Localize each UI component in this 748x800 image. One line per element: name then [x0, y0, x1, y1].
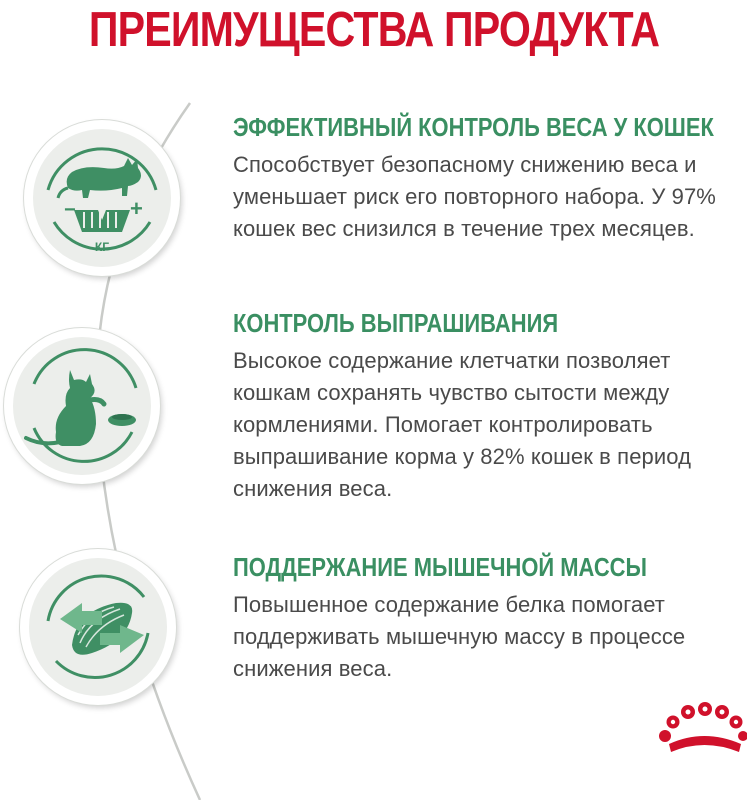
page-title: ПРЕИМУЩЕСТВА ПРОДУКТА	[88, 3, 660, 57]
cat-begging-bowl-icon	[4, 328, 160, 484]
cat-weight-scale-icon	[24, 120, 180, 276]
feature-title: ПОДДЕРЖАНИЕ МЫШЕЧНОЙ МАССЫ	[233, 554, 647, 582]
muscle-arrows-icon	[20, 549, 176, 705]
feature-title: ЭФФЕКТИВНЫЙ КОНТРОЛЬ ВЕСА У КОШЕК	[233, 114, 714, 142]
feature-muscle-mass	[233, 553, 743, 685]
kg-label: КГ	[94, 240, 110, 254]
royal-canin-crown-logo	[655, 700, 747, 758]
weight-control-badge	[24, 120, 180, 276]
muscle-mass-badge	[20, 549, 176, 705]
minus-sign-icon: −	[64, 199, 76, 221]
begging-control-badge	[4, 328, 160, 484]
feature-title: КОНТРОЛЬ ВЫПРАШИВАНИЯ	[233, 310, 559, 338]
feature-begging-control	[233, 309, 743, 505]
feature-description: Высокое содержание клетчатки позволяет кошкам сохранять чувство сытости между кормлениями. Помогает контролировать выпрашивание корма у 82% кошек в период снижения веса.	[233, 348, 692, 501]
plus-sign-icon: +	[130, 196, 143, 221]
feature-description: Способствует безопасному снижению веса и уменьшает риск его повторного набора. У 97% кошек вес снизился в течение трех месяцев.	[233, 152, 716, 241]
feature-weight-control	[233, 113, 743, 245]
feature-description: Повышенное содержание белка помогает поддерживать мышечную массу в процессе снижения веса.	[233, 592, 686, 681]
